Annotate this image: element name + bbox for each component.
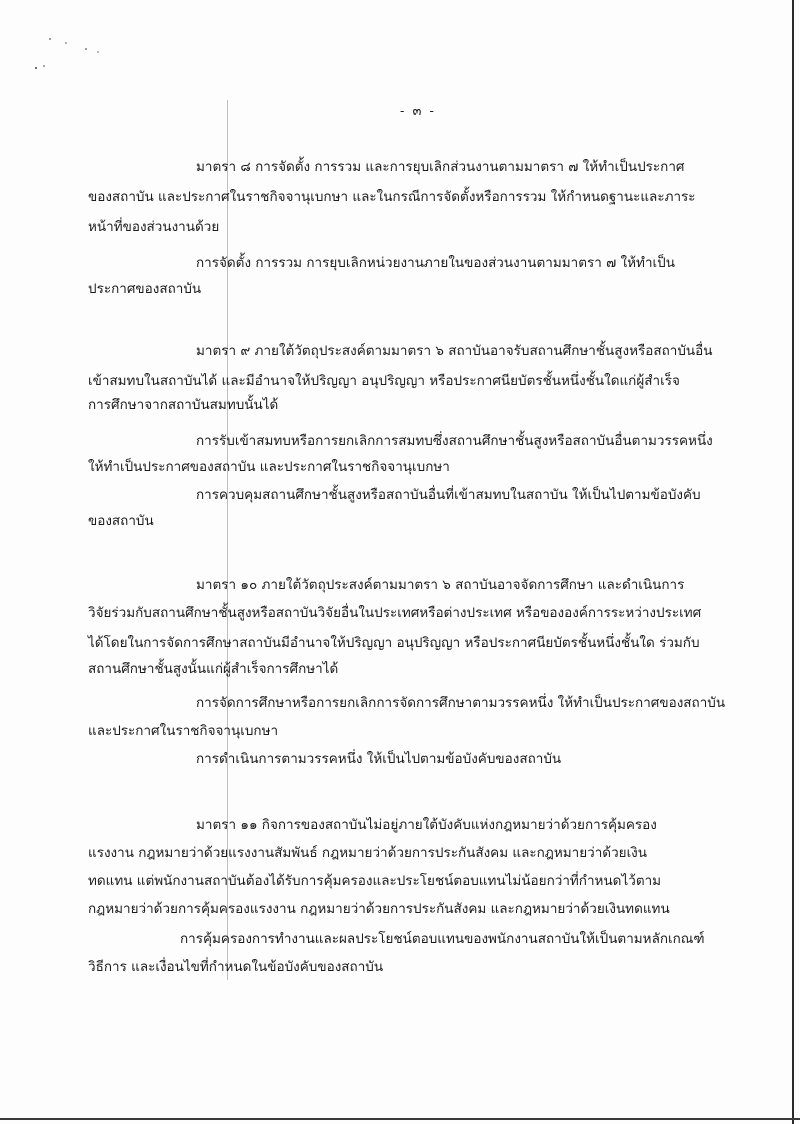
text-line: และประกาศในราชกิจจานุเบกษา — [88, 723, 279, 739]
text-line: สถานศึกษาชั้นสูงนั้นแก่ผู้สำเร็จการศึกษาได้ — [88, 661, 339, 677]
text-line: วิธีการ และเงื่อนไขที่กำหนดในข้อบังคับของสถาบัน — [88, 959, 384, 975]
text-line: วิจัยร่วมกับสถานศึกษาชั้นสูงหรือสถาบันวิจัยอื่นในประเทศหรือต่างประเทศ หรือขององค์การระหว่างประเทศ — [88, 605, 702, 621]
text-line: การจัดตั้ง การรวม การยุบเลิกหน่วยงานภายในของส่วนงานตามมาตรา ๗ ให้ทำเป็น — [196, 255, 675, 271]
text-line: การศึกษาจากสถาบันสมทบนั้นได้ — [88, 397, 279, 413]
text-line: ได้โดยในการจัดการศึกษาสถาบันมีอำนาจให้ปริญญา อนุปริญญา หรือประกาศนียบัตรชั้นหนึ่งชั้นใด ร่วมกับ — [88, 635, 700, 651]
text-line: แรงงาน กฎหมายว่าด้วยแรงงานสัมพันธ์ กฎหมายว่าด้วยการประกันสังคม และกฎหมายว่าด้วยเงิน — [88, 845, 648, 861]
text-line: ทดแทน แต่พนักงานสถาบันต้องได้รับการคุ้มครองและประโยชน์ตอบแทนไม่น้อยกว่าที่กำหนดไว้ตาม — [88, 873, 662, 889]
text-line: ประกาศของสถาบัน — [88, 281, 202, 297]
scan-specks — [28, 30, 108, 80]
text-line: การดำเนินการตามวรรคหนึ่ง ให้เป็นไปตามข้อบังคับของสถาบัน — [196, 751, 562, 767]
text-line: การจัดการศึกษาหรือการยกเลิกการจัดการศึกษาตามวรรคหนึ่ง ให้ทำเป็นประกาศของสถาบัน — [196, 695, 726, 711]
text-line: มาตรา ๑๑ กิจการของสถาบันไม่อยู่ภายใต้บังคับแห่งกฎหมายว่าด้วยการคุ้มครอง — [196, 817, 657, 833]
text-line: เข้าสมทบในสถาบันได้ และมีอำนาจให้ปริญญา อนุปริญญา หรือประกาศนียบัตรชั้นหนึ่งชั้นใดแก่ผู้สำเร็จ — [88, 373, 680, 389]
text-line: มาตรา ๑๐ ภายใต้วัตถุประสงค์ตามมาตรา ๖ สถาบันอาจจัดการศึกษา และดำเนินการ — [196, 577, 685, 593]
scan-edge-bottom — [0, 1118, 800, 1120]
text-line: กฎหมายว่าด้วยการคุ้มครองแรงงาน กฎหมายว่าด้วยการประกันสังคม และกฎหมายว่าด้วยเงินทดแทน — [88, 901, 670, 917]
text-line: ของสถาบัน — [88, 513, 154, 529]
text-line: หน้าที่ของส่วนงานด้วย — [88, 219, 220, 235]
text-line: ของสถาบัน และประกาศในราชกิจจานุเบกษา และในกรณีการจัดตั้งหรือการรวม ให้กำหนดฐานะและภาระ — [88, 189, 696, 205]
page-number: - ๓ - — [400, 104, 436, 119]
text-line: การรับเข้าสมทบหรือการยกเลิกการสมทบซึ่งสถานศึกษาชั้นสูงหรือสถาบันอื่นตามวรรคหนึ่ง — [196, 433, 713, 449]
text-line: มาตรา ๘ การจัดตั้ง การรวม และการยุบเลิกส่วนงานตามมาตรา ๗ ให้ทำเป็นประกาศ — [196, 159, 685, 175]
text-line: มาตรา ๙ ภายใต้วัตถุประสงค์ตามมาตรา ๖ สถาบันอาจรับสถานศึกษาชั้นสูงหรือสถาบันอื่น — [196, 343, 713, 359]
text-line: การควบคุมสถานศึกษาชั้นสูงหรือสถาบันอื่นที่เข้าสมทบในสถาบัน ให้เป็นไปตามข้อบังคับ — [196, 487, 701, 503]
text-line: การคุ้มครองการทำงานและผลประโยชน์ตอบแทนของพนักงานสถาบันให้เป็นตามหลักเกณฑ์ — [180, 931, 705, 947]
text-line: ให้ทำเป็นประกาศของสถาบัน และประกาศในราชกิจจานุเบกษา — [88, 459, 450, 475]
scan-edge-right — [792, 0, 794, 1124]
